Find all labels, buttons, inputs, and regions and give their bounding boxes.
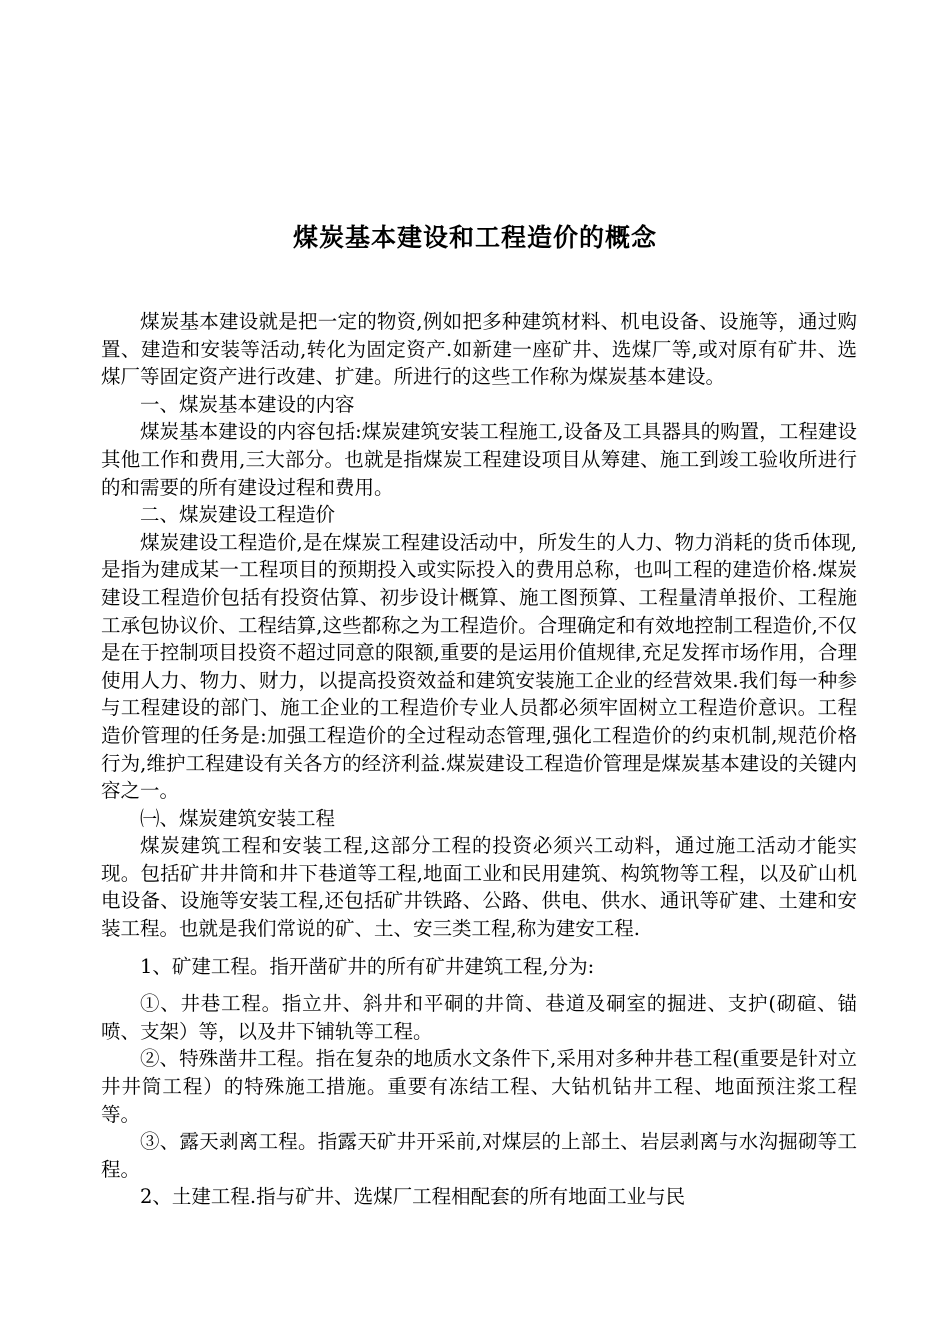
heading-section-1: 一、煤炭基本建设的内容 xyxy=(140,392,355,416)
list-item-mining-works: 1、矿建工程。指开凿矿井的所有矿井建筑工程,分为: xyxy=(140,954,595,978)
document-title: 煤炭基本建设和工程造价的概念 xyxy=(292,223,657,252)
heading-section-2: 二、煤炭建设工程造价 xyxy=(140,503,336,527)
heading-subsection-1: ㈠、煤炭建筑安装工程 xyxy=(140,806,336,830)
paragraph-intro: 煤炭基本建设就是把一定的物资,例如把多种建筑材料、机电设备、设施等，通过购置、建造和安装等活动,转化为固定资产.如新建一座矿井、选煤厂等,或对原有矿井、选煤厂等固定资产进行改建、扩建。所进行的这些工作称为煤炭基本建设。 xyxy=(101,310,857,389)
list-item-civil-works: 2、土建工程.指与矿井、选煤厂工程相配套的所有地面工业与民 xyxy=(140,1185,686,1209)
paragraph-subsection-1: 煤炭建筑工程和安装工程,这部分工程的投资必须兴工动料，通过施工活动才能实现。包括矿井井筒和井下巷道等工程,地面工业和民用建筑、构筑物等工程，以及矿山机电设备、设施等安装工程,还包括矿井铁路、公路、供电、供水、通讯等矿建、土建和安装工程。也就是我们常说的矿、土、安三类工程,称为建安工程. xyxy=(101,834,857,941)
list-item-shaft-works: ①、井巷工程。指立井、斜井和平硐的井筒、巷道及硐室的掘进、支护(砌碹、锚喷、支架）等，以及井下铺轨等工程。 xyxy=(101,992,857,1043)
list-item-open-pit-stripping: ③、露天剥离工程。指露天矿井开采前,对煤层的上部土、岩层剥离与水沟掘砌等工程。 xyxy=(101,1130,857,1181)
paragraph-section-2: 煤炭建设工程造价,是在煤炭工程建设活动中，所发生的人力、物力消耗的货币体现,是指为建成某一工程项目的预期投入或实际投入的费用总称，也叫工程的建造价格.煤炭建设工程造价包括有投资估算、初步设计概算、施工图预算、工程量清单报价、工程施工承包协议价、工程结算,这些都称之为工程造价。合理确定和有效地控制工程造价,不仅是在于控制项目投资不超过同意的限额,重要的是运用价值规律,充足发挥市场作用，合理使用人力、物力、财力，以提高投资效益和建筑安装施工企业的经营效果.我们每一种参与工程建设的部门、施工企业的工程造价专业人员都必须牢固树立工程造价意识。工程造价管理的任务是:加强工程造价的全过程动态管理,强化工程造价的约束机制,规范价格行为,维护工程建设有关各方的经济利益.煤炭建设工程造价管理是煤炭基本建设的关键内容之一。 xyxy=(101,530,857,803)
list-item-special-sinking: ②、特殊凿井工程。指在复杂的地质水文条件下,采用对多种井巷工程(重要是针对立井井筒工程）的特殊施工措施。重要有冻结工程、大钻机钻井工程、地面预注浆工程等。 xyxy=(101,1047,857,1126)
paragraph-section-1: 煤炭基本建设的内容包括:煤炭建筑安装工程施工,设备及工具器具的购置，工程建设其他工作和费用,三大部分。也就是指煤炭工程建设项目从筹建、施工到竣工验收所进行的和需要的所有建设过程和费用。 xyxy=(101,420,857,499)
document-body xyxy=(101,308,857,1211)
